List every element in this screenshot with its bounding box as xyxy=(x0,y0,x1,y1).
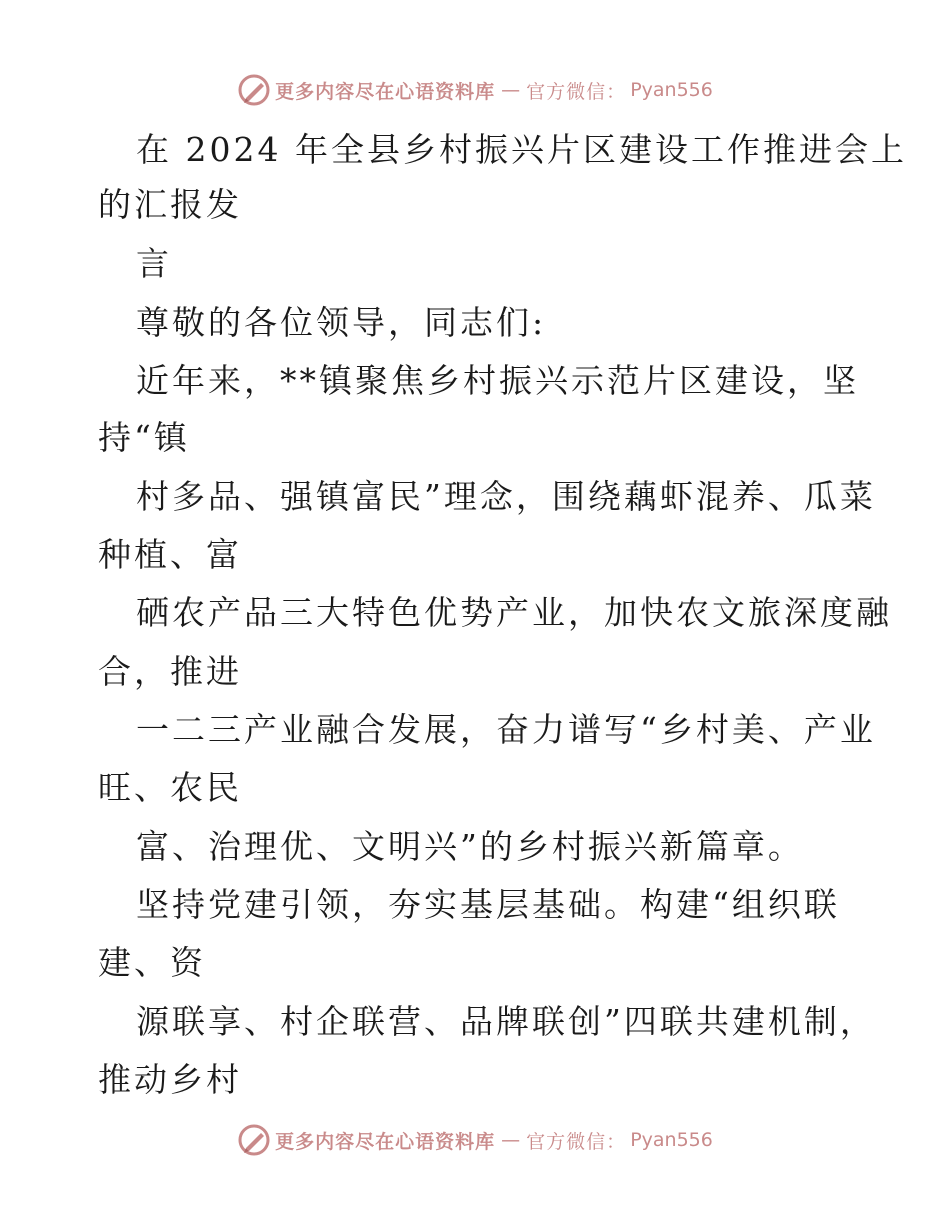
pen-logo-icon xyxy=(237,1123,271,1157)
watermark-sub-text: 官方微信： xyxy=(526,1130,627,1153)
paragraph-line: 硒农产品三大特色优势产业，加快农文旅深度融 xyxy=(136,593,892,632)
paragraph-line: 富、治理优、文明兴”的乡村振兴新篇章。 xyxy=(136,827,804,866)
title-line-2: 的汇报发 xyxy=(98,185,242,224)
watermark-sub-text: 官方微信： xyxy=(526,80,627,103)
paragraph-line: 合，推进 xyxy=(98,652,242,691)
paragraph-line: 一二三产业融合发展，奋力谱写“乡村美、产业 xyxy=(136,710,876,749)
paragraph-line: 种植、富 xyxy=(98,535,242,574)
title-line-1: 在 2024 年全县乡村振兴片区建设工作推进会上 xyxy=(136,130,907,169)
title-line-3: 言 xyxy=(136,244,172,283)
watermark-group xyxy=(237,73,713,107)
watermark-wechat-id: Pyan556 xyxy=(630,1129,713,1151)
paragraph-line: 源联享、村企联营、品牌联创”四联共建机制， xyxy=(136,1002,876,1041)
paragraph-line: 村多品、强镇富民”理念，围绕藕虾混养、瓜菜 xyxy=(136,477,876,516)
watermark-group xyxy=(237,1123,713,1157)
paragraph-line: 推动乡村 xyxy=(98,1060,242,1099)
pen-logo-icon xyxy=(237,73,271,107)
paragraph-line: 坚持党建引领，夯实基层基础。构建“组织联 xyxy=(136,885,840,924)
header-watermark xyxy=(0,70,950,110)
watermark-main-text: 更多内容尽在心语资料库 xyxy=(275,80,496,103)
watermark-dash: — xyxy=(501,1129,521,1151)
paragraph-line: 近年来，**镇聚焦乡村振兴示范片区建设，坚 xyxy=(136,361,859,400)
salutation-line: 尊敬的各位领导，同志们: xyxy=(136,303,547,342)
paragraph-line: 建、资 xyxy=(98,943,206,982)
watermark-wechat-id: Pyan556 xyxy=(630,79,713,101)
watermark-main-text: 更多内容尽在心语资料库 xyxy=(275,1130,496,1153)
watermark-dash: — xyxy=(501,79,521,101)
paragraph-line: 旺、农民 xyxy=(98,768,242,807)
footer-watermark xyxy=(0,1120,950,1160)
paragraph-line: 持“镇 xyxy=(98,418,190,457)
